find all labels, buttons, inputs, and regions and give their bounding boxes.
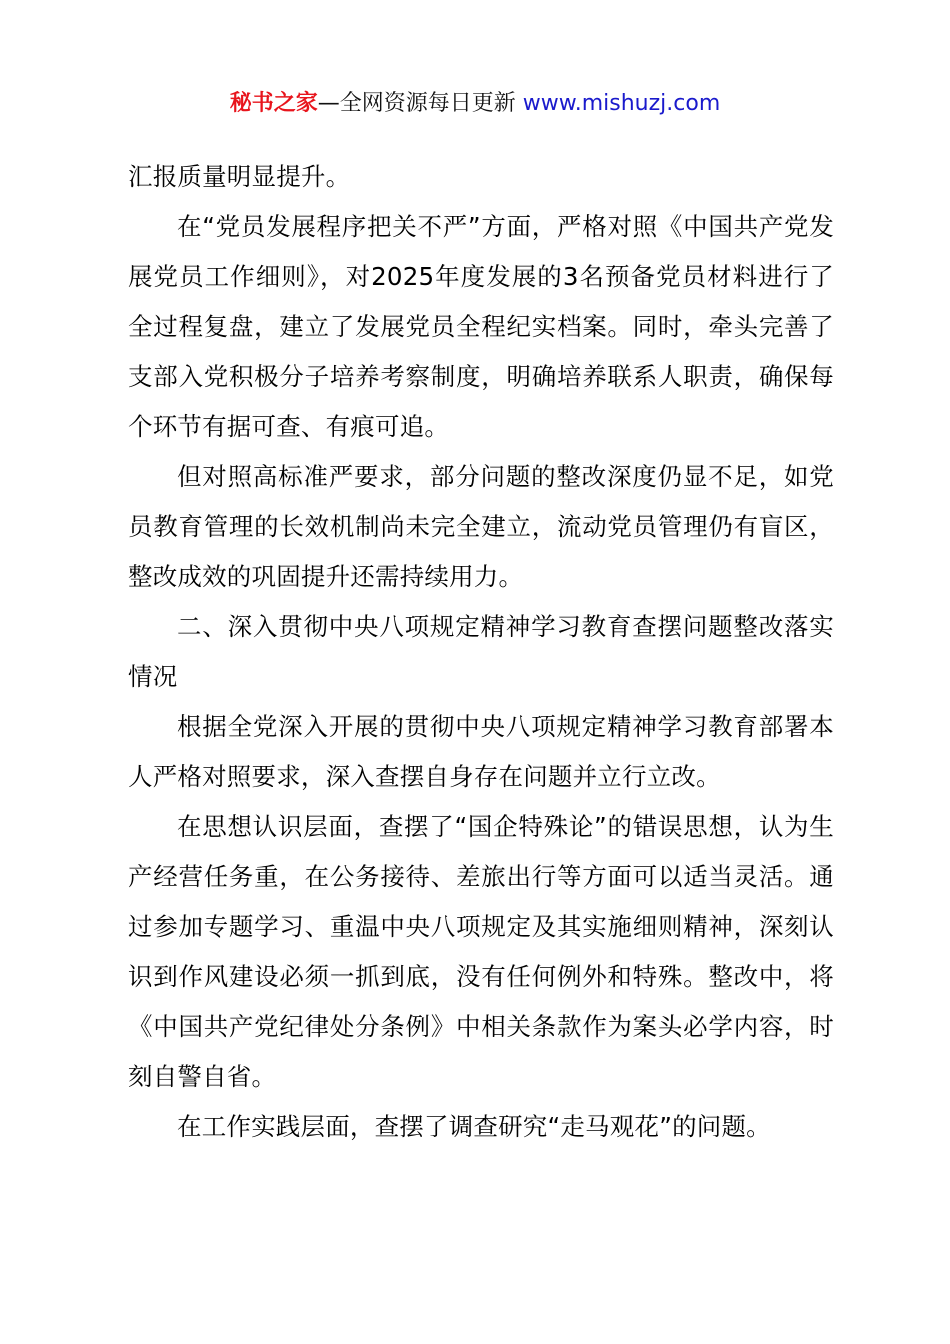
page-header xyxy=(0,88,950,120)
paragraph: 但对照高标准严要求，部分问题的整改深度仍显不足，如党员教育管理的长效机制尚未完全建立，流动党员管理仍有盲区，整改成效的巩固提升还需持续用力。 xyxy=(128,462,834,591)
header-tagline: —全网资源每日更新 xyxy=(317,91,516,116)
header-brand: 秘书之家 xyxy=(229,91,318,116)
document-body xyxy=(128,152,834,1152)
header-site-link[interactable]: www.mishuzj.com xyxy=(522,91,721,116)
paragraph: 在工作实践层面，查摆了调查研究“走马观花”的问题。 xyxy=(177,1112,771,1141)
paragraph: 根据全党深入开展的贯彻中央八项规定精神学习教育部署本人严格对照要求，深入查摆自身存在问题并立行立改。 xyxy=(128,712,834,791)
section-heading: 二、深入贯彻中央八项规定精神学习教育查摆问题整改落实情况 xyxy=(128,612,834,691)
paragraph: 在思想认识层面，查摆了“国企特殊论”的错误思想，认为生产经营任务重，在公务接待、差旅出行等方面可以适当灵活。通过参加专题学习、重温中央八项规定及其实施细则精神，深刻认识到作风建设必须一抓到底，没有任何例外和特殊。整改中，将《中国共产党纪律处分条例》中相关条款作为案头必学内容，时刻自警自省。 xyxy=(128,812,834,1091)
paragraph: 在“党员发展程序把关不严”方面，严格对照《中国共产党发展党员工作细则》，对2025年度发展的3名预备党员材料进行了全过程复盘，建立了发展党员全程纪实档案。同时，牵头完善了支部入党积极分子培养考察制度，明确培养联系人职责，确保每个环节有据可查、有痕可追。 xyxy=(128,212,834,441)
paragraph-continuation: 汇报质量明显提升。 xyxy=(128,162,351,191)
